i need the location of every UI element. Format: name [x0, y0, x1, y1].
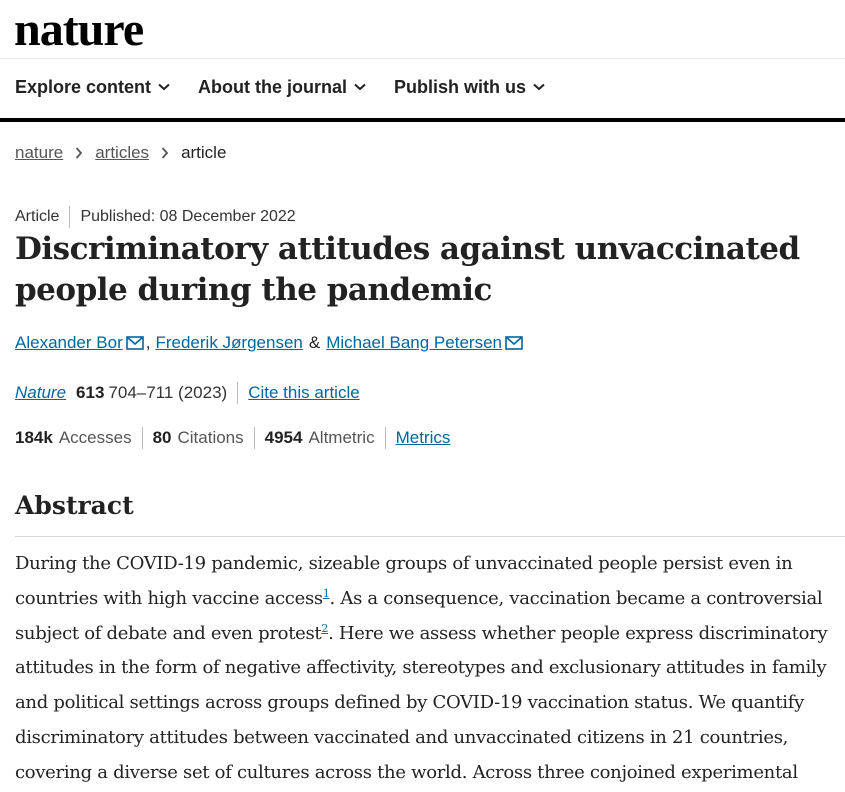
breadcrumb-current: article	[181, 143, 227, 162]
breadcrumb-link-nature[interactable]: nature	[15, 143, 64, 162]
author-link[interactable]: Alexander Bor	[15, 333, 123, 352]
reference-link[interactable]: 1	[322, 586, 330, 600]
nav-about-journal[interactable]	[198, 72, 366, 102]
author-separator: &	[308, 333, 321, 352]
chevron-right-icon	[75, 147, 83, 159]
citation-divider	[237, 382, 238, 404]
breadcrumb	[15, 143, 226, 163]
breadcrumb-link-articles[interactable]: articles	[95, 143, 150, 162]
pages: 704–711 (2023)	[108, 383, 228, 402]
abstract-divider	[15, 536, 845, 537]
article-meta	[15, 206, 296, 228]
article-metrics	[15, 427, 450, 449]
metrics-link[interactable]: Metrics	[395, 428, 451, 447]
metrics-divider	[254, 427, 255, 449]
abstract-segment: . As a consequence, vaccination became a controversial subject of debate and even protest	[15, 587, 823, 644]
journal-link[interactable]: Nature	[15, 383, 67, 402]
nav-label: Publish with us	[394, 76, 527, 97]
reference-link[interactable]: 2	[321, 621, 329, 635]
article-type: Article	[15, 208, 60, 225]
main-nav	[15, 72, 573, 102]
citation-line	[15, 382, 360, 404]
chevron-right-icon	[161, 147, 169, 159]
nav-explore-content[interactable]	[15, 72, 170, 102]
nav-publish-with-us[interactable]	[394, 72, 545, 102]
altmetric-value: 4954	[264, 428, 303, 447]
author-list	[15, 333, 525, 353]
abstract-heading: Abstract	[15, 491, 134, 520]
navbar-rule	[0, 118, 845, 122]
author-link[interactable]: Frederik Jørgensen	[155, 333, 303, 352]
author-link[interactable]: Michael Bang Petersen	[326, 333, 502, 352]
accesses-label: Accesses	[58, 428, 132, 447]
citations-value: 80	[152, 428, 172, 447]
chevron-down-icon	[158, 83, 170, 91]
mail-icon[interactable]	[505, 336, 523, 350]
header-divider	[0, 58, 845, 59]
mail-icon[interactable]	[126, 336, 144, 350]
volume: 613	[76, 383, 105, 402]
abstract-segment: . Here we assess whether people express discriminatory attitudes in the form of negative affectivity, stereotypes and exclusionary attitudes in family and political settings across groups defined by COVID-19 vaccination status. We quantify discriminatory attitudes between vaccinated and unvaccinated citizens in 21 countries, covering a diverse set of cultures across the world. Across three conjoined experimental	[15, 622, 828, 783]
nature-logo[interactable]: nature	[14, 3, 144, 56]
cite-this-article-link[interactable]: Cite this article	[248, 383, 360, 402]
metrics-divider	[142, 427, 143, 449]
nav-label: Explore content	[15, 76, 152, 97]
meta-divider	[69, 206, 70, 228]
abstract-segment: During the COVID-19 pandemic, sizeable groups of unvaccinated people persist even in countries with high vaccine access	[15, 553, 793, 609]
altmetric-label: Altmetric	[308, 428, 375, 447]
citations-label: Citations	[177, 428, 244, 447]
published-date: Published: 08 December 2022	[80, 208, 296, 225]
nav-label: About the journal	[198, 76, 348, 97]
chevron-down-icon	[354, 83, 366, 91]
accesses-value: 184k	[15, 428, 53, 447]
chevron-down-icon	[533, 83, 545, 91]
author-separator: ,	[145, 333, 151, 352]
metrics-divider	[385, 427, 386, 449]
article-title: Discriminatory attitudes against unvaccinated people during the pandemic	[15, 231, 800, 308]
abstract-text	[15, 547, 843, 791]
